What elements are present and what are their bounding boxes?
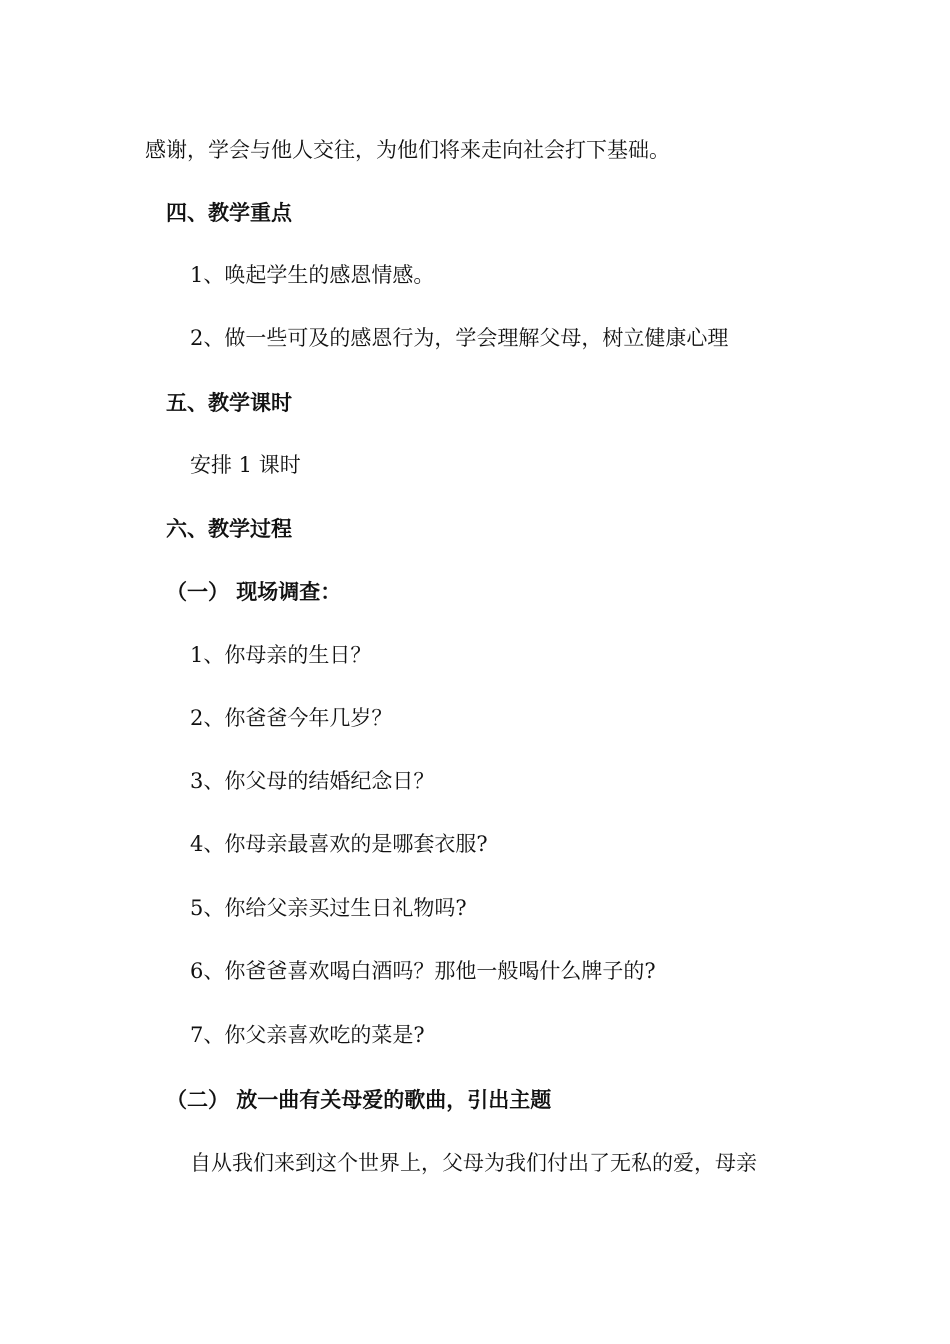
key-point-item: 2、做一些可及的感恩行为，学会理解父母，树立健康心理: [190, 326, 729, 350]
survey-question: 6、你爸爸喜欢喝白酒吗？那他一般喝什么牌子的?: [190, 959, 656, 983]
section-heading-class-hours: 五、教学课时: [166, 391, 292, 415]
survey-question: 5、你给父亲买过生日礼物吗?: [190, 896, 467, 920]
class-hours-text: 安排 1 课时: [190, 453, 301, 477]
survey-question: 3、你父母的结婚纪念日？: [190, 769, 435, 793]
section-heading-teaching-process: 六、教学过程: [166, 517, 292, 541]
survey-question: 2、你爸爸今年几岁？: [190, 706, 393, 730]
section-heading-key-points: 四、教学重点: [166, 201, 292, 225]
subsection-heading-survey: （一） 现场调查：: [166, 580, 342, 604]
continuation-text: 感谢，学会与他人交往，为他们将来走向社会打下基础。: [145, 138, 670, 162]
key-point-item: 1、唤起学生的感恩情感。: [190, 263, 435, 287]
subsection-heading-song: （二） 放一曲有关母爱的歌曲，引出主题: [166, 1088, 552, 1112]
survey-question: 1、你母亲的生日？: [190, 643, 372, 667]
survey-question: 7、你父亲喜欢吃的菜是?: [190, 1023, 425, 1047]
song-intro-text: 自从我们来到这个世界上，父母为我们付出了无私的爱，母亲: [190, 1151, 757, 1175]
survey-question: 4、你母亲最喜欢的是哪套衣服?: [190, 832, 488, 856]
